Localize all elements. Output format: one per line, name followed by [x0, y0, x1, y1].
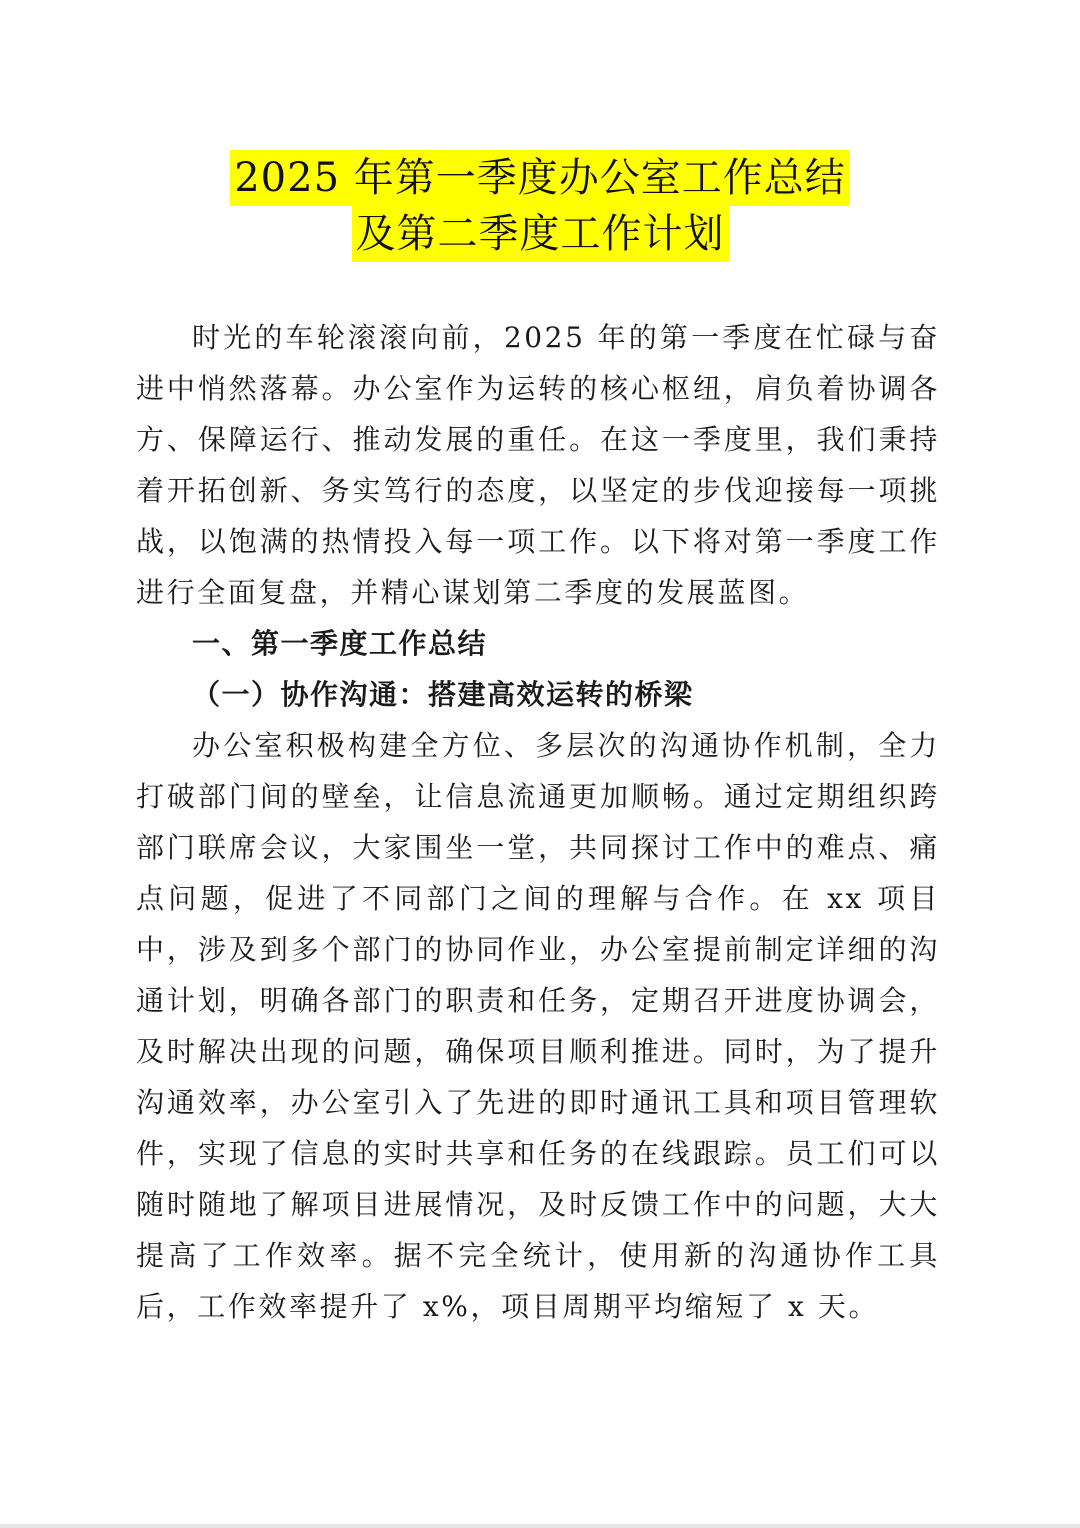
section-heading-1: 一、第一季度工作总结 — [192, 627, 488, 660]
title-line-1: 2025 年第一季度办公室工作总结 — [230, 150, 850, 206]
document-body — [136, 312, 940, 1332]
subsection-paragraph-1: 办公室积极构建全方位、多层次的沟通协作机制，全力打破部门间的壁垒，让信息流通更加顺畅。通过定期组织跨部门联席会议，大家围坐一堂，共同探讨工作中的难点、痛点问题，促进了不同部门之间的理解与合作。在 xx 项目中，涉及到多个部门的协同作业，办公室提前制定详细的沟通计划，明确各部门的职责和任务，定期召开进度协调会，及时解决出现的问题，确保项目顺利推进。同时，为了提升沟通效率，办公室引入了先进的即时通讯工具和项目管理软件，实现了信息的实时共享和任务的在线跟踪。员工们可以随时随地了解项目进展情况，及时反馈工作中的问题，大大提高了工作效率。据不完全统计，使用新的沟通协作工具后，工作效率提升了 x%，项目周期平均缩短了 x 天。 — [136, 729, 940, 1323]
subsection-heading-1: （一）协作沟通：搭建高效运转的桥梁 — [192, 678, 694, 711]
page-bottom-edge — [0, 1524, 1080, 1528]
document-title — [0, 150, 1080, 262]
title-line-2: 及第二季度工作计划 — [352, 206, 729, 262]
intro-paragraph: 时光的车轮滚滚向前，2025 年的第一季度在忙碌与奋进中悄然落幕。办公室作为运转的核心枢纽，肩负着协调各方、保障运行、推动发展的重任。在这一季度里，我们秉持着开拓创新、务实笃行的态度，以坚定的步伐迎接每一项挑战，以饱满的热情投入每一项工作。以下将对第一季度工作进行全面复盘，并精心谋划第二季度的发展蓝图。 — [136, 321, 940, 609]
